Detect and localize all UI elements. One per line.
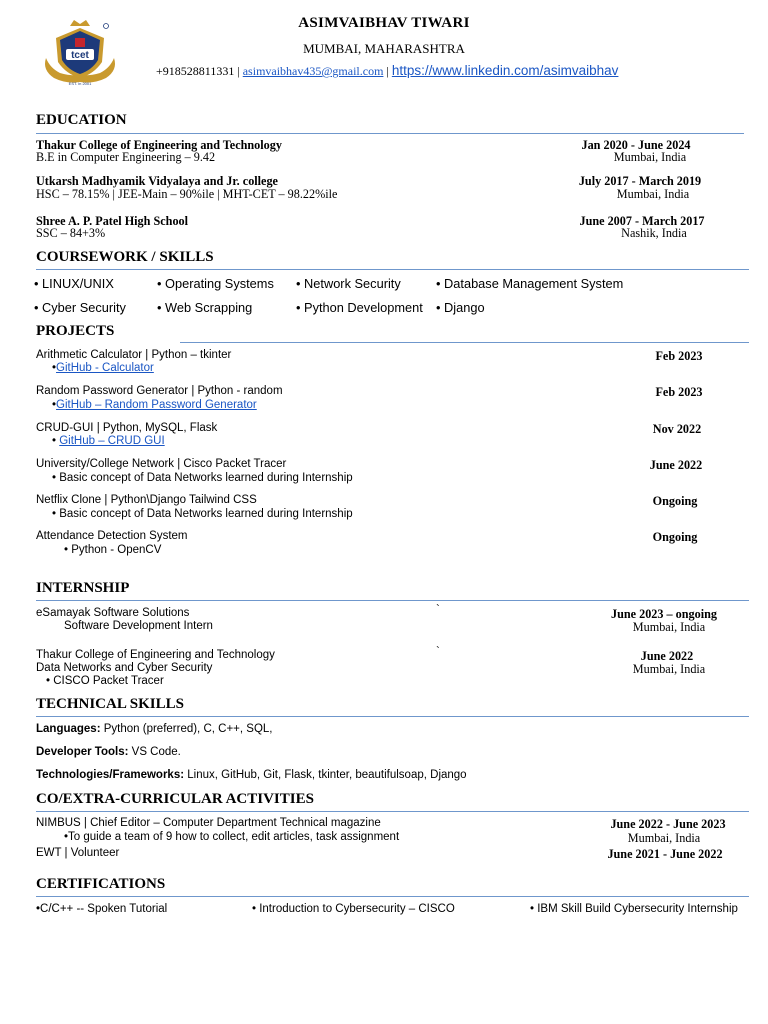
activity-detail: •To guide a team of 9 how to collect, edit articles, task assignment (64, 831, 400, 843)
activity-date: June 2022 - June 2023 (610, 817, 726, 831)
edu-date: July 2017 - March 2019 (578, 174, 702, 188)
project-date: Ongoing (652, 494, 698, 508)
divider (180, 342, 749, 343)
tick-mark: ` (436, 646, 440, 658)
certification-item: •C/C++ -- Spoken Tutorial (36, 903, 168, 915)
edu-institution: Shree A. P. Patel High School (36, 214, 189, 228)
tech-skill-label: Developer Tools: (36, 746, 129, 758)
intern-role: Data Networks and Cyber Security (36, 662, 213, 674)
certification-item: • IBM Skill Build Cybersecurity Internship (530, 903, 738, 915)
project-detail: • Python - OpenCV (64, 544, 162, 556)
contact-line (156, 63, 618, 79)
intern-date: June 2022 (640, 649, 694, 663)
intern-role: Software Development Intern (64, 620, 213, 632)
section-title-projects: PROJECTS (36, 323, 115, 339)
activity-date: June 2021 - June 2022 (607, 847, 723, 861)
tech-skill-label: Languages: (36, 723, 101, 735)
skill-item: • Network Security (296, 276, 401, 291)
tech-skill-row (36, 723, 272, 735)
section-title-education: EDUCATION (36, 112, 127, 128)
github-link[interactable]: GitHub – CRUD GUI (59, 435, 165, 447)
tech-skill-value: VS Code. (128, 746, 181, 758)
skill-item: • Cyber Security (34, 300, 126, 315)
edu-institution: Utkarsh Madhyamik Vidyalaya and Jr. college (36, 174, 278, 188)
edu-detail: SSC – 84+3% (36, 226, 106, 240)
intern-place: Mumbai, India (632, 620, 706, 634)
project-name: Arithmetic Calculator | Python – tkinter (36, 349, 232, 361)
activity-text: NIMBUS | Chief Editor – Computer Department Technical magazine (36, 817, 381, 829)
intern-company: eSamayak Software Solutions (36, 607, 190, 619)
project-date: Nov 2022 (652, 422, 702, 436)
separator: | (237, 64, 240, 78)
edu-detail: B.E in Computer Engineering – 9.42 (36, 150, 216, 164)
logo-text: tcet (71, 50, 89, 61)
section-title-certifications: CERTIFICATIONS (36, 876, 166, 892)
tech-skill-value: Linux, GitHub, Git, Flask, tkinter, beautifulsoap, Django (184, 769, 467, 781)
tech-skill-row (36, 769, 467, 781)
tech-skill-value: Python (preferred), C, C++, SQL, (100, 723, 273, 735)
activity-place: Mumbai, India (627, 831, 701, 845)
divider (36, 600, 749, 601)
skill-item: • Operating Systems (157, 276, 274, 291)
project-date: Feb 2023 (655, 385, 703, 399)
skill-item: • Web Scrapping (157, 300, 253, 315)
github-link[interactable]: GitHub - Calculator (56, 362, 154, 374)
intern-place: Mumbai, India (632, 662, 706, 676)
project-detail: • Basic concept of Data Networks learned during Internship (52, 472, 353, 484)
project-detail: • Basic concept of Data Networks learned during Internship (52, 508, 353, 520)
project-name: University/College Network | Cisco Packet Tracer (36, 458, 287, 470)
intern-date: June 2023 – ongoing (611, 607, 717, 621)
linkedin-link[interactable]: https://www.linkedin.com/asimvaibhav (391, 63, 619, 78)
edu-place: Mumbai, India (616, 187, 690, 201)
activity-text: EWT | Volunteer (36, 847, 120, 859)
logo-est: EST. in 2001 (68, 81, 92, 86)
edu-place: Nashik, India (621, 226, 687, 240)
edu-date: Jan 2020 - June 2024 (581, 138, 691, 152)
candidate-location: MUMBAI, MAHARASHTRA (303, 41, 465, 56)
intern-detail: • CISCO Packet Tracer (46, 675, 164, 687)
project-name: Random Password Generator | Python - random (36, 385, 283, 397)
edu-place: Mumbai, India (613, 150, 687, 164)
project-link-row: • GitHub – CRUD GUI (52, 435, 165, 447)
skill-item: • LINUX/UNIX (34, 276, 114, 291)
separator: | (386, 64, 389, 78)
section-title-technical: TECHNICAL SKILLS (36, 696, 184, 712)
phone: +918528811331 (156, 64, 235, 78)
skill-item: • Django (436, 300, 485, 315)
divider (36, 811, 749, 812)
divider (36, 896, 749, 897)
skill-item: • Database Management System (436, 276, 624, 291)
divider (36, 269, 749, 270)
certification-item: • Introduction to Cybersecurity – CISCO (252, 903, 455, 915)
project-link-row: •GitHub - Calculator (52, 362, 154, 374)
tick-mark: ` (436, 604, 440, 616)
edu-institution: Thakur College of Engineering and Technology (36, 138, 282, 152)
section-title-coursework: COURSEWORK / SKILLS (36, 249, 214, 265)
tech-skill-row (36, 746, 181, 758)
skill-item: • Python Development (296, 300, 423, 315)
project-date: Feb 2023 (655, 349, 703, 363)
project-date: June 2022 (649, 458, 703, 472)
section-title-internship: INTERNSHIP (36, 580, 130, 596)
email-link[interactable]: asimvaibhav435@gmail.com (242, 64, 384, 78)
project-date: Ongoing (652, 530, 698, 544)
project-link-row: •GitHub – Random Password Generator (52, 399, 257, 411)
tech-skill-label: Technologies/Frameworks: (36, 769, 185, 781)
edu-date: June 2007 - March 2017 (579, 214, 705, 228)
project-name: CRUD-GUI | Python, MySQL, Flask (36, 422, 218, 434)
intern-company: Thakur College of Engineering and Technology (36, 649, 275, 661)
section-title-activities: CO/EXTRA-CURRICULAR ACTIVITIES (36, 791, 314, 807)
divider (36, 716, 749, 717)
divider (36, 133, 744, 134)
candidate-name: ASIMVAIBHAV TIWARI (298, 15, 470, 31)
project-name: Netflix Clone | Python\Django Tailwind CSS (36, 494, 257, 506)
github-link[interactable]: GitHub – Random Password Generator (56, 399, 257, 411)
edu-detail: HSC – 78.15% | JEE-Main – 90%ile | MHT-CET – 98.22%ile (36, 187, 338, 201)
project-name: Attendance Detection System (36, 530, 188, 542)
